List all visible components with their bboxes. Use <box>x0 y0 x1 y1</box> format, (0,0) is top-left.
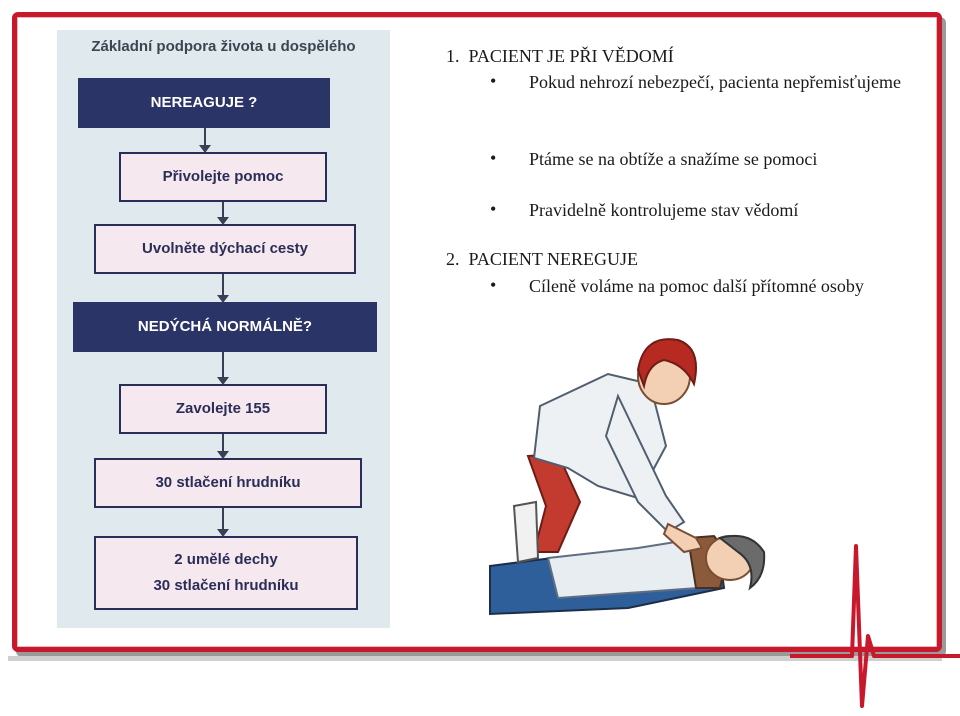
flow-arrow <box>222 352 224 382</box>
step-call-help: Přivolejte pomoc <box>119 152 327 202</box>
step-call-155: Zavolejte 155 <box>119 384 327 434</box>
bullet-marker: • <box>490 275 497 295</box>
cpr-rescuer-illustration <box>488 326 770 618</box>
flowchart-title: Základní podpora života u dospělého <box>91 38 356 55</box>
flow-arrow <box>222 434 224 456</box>
bullet-no-moving: Pokud nehrozí nebezpečí, pacienta nepřemisťujeme <box>529 72 902 92</box>
step-breaths-compressions: 2 umělé dechy 30 stlačení hrudníku <box>94 536 358 610</box>
bullet-marker: • <box>490 148 497 168</box>
bullet-check-consciousness: Pravidelně kontrolujeme stav vědomí <box>529 200 799 220</box>
bullet-ask-help: Ptáme se na obtíže a snažíme se pomoci <box>529 149 818 169</box>
bls-flowchart <box>57 30 390 628</box>
bullet-marker: • <box>490 71 497 91</box>
step-30-compressions: 30 stlačení hrudníku <box>94 458 362 508</box>
ecg-heartbeat-icon <box>790 540 960 716</box>
flow-arrow <box>222 508 224 534</box>
step-unresponsive: NEREAGUJE ? <box>78 78 330 128</box>
step-open-airway: Uvolněte dýchací cesty <box>94 224 356 274</box>
flow-arrow <box>222 202 224 222</box>
section-heading-conscious: 1. PACIENT JE PŘI VĚDOMÍ <box>446 46 674 66</box>
flow-arrow <box>204 128 206 150</box>
bullet-marker: • <box>490 199 497 219</box>
step-not-breathing: NEDÝCHÁ NORMÁLNĚ? <box>73 302 377 352</box>
bullet-call-others: Cíleně voláme na pomoc další přítomné osoby <box>529 276 864 296</box>
flow-arrow <box>222 274 224 300</box>
text-panel <box>446 44 926 314</box>
section-heading-unresponsive: 2. PACIENT NEREGUJE <box>446 249 639 269</box>
